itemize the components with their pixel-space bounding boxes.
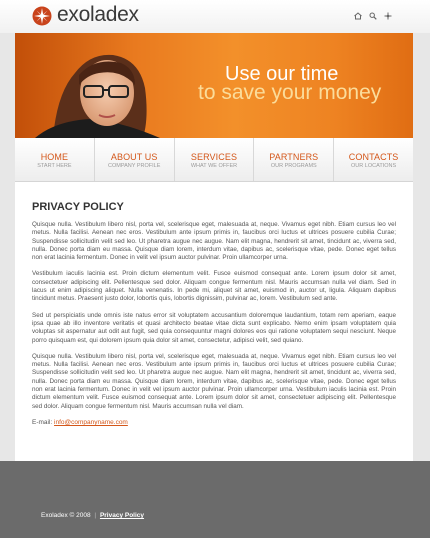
footer-text xyxy=(41,512,144,519)
page-title: PRIVACY POLICY xyxy=(32,201,124,213)
footer-separator: | xyxy=(94,512,97,519)
nav-item-partners[interactable] xyxy=(254,138,334,181)
nav-title: HOME xyxy=(40,152,69,162)
nav-title: ABOUT US xyxy=(110,152,158,162)
home-icon[interactable] xyxy=(354,12,362,20)
logo-text[interactable]: exoladex xyxy=(57,3,139,26)
nav-title: SERVICES xyxy=(190,152,238,162)
paragraph: Vestibulum iaculis lacinia est. Proin dictum elementum velit. Fusce euismod consequat ante. Lorem ipsum dolor sit amet, consectetuer adipiscing elit. Pellentesque sed dolor. Aliquam congue fermentum nisl. Mauris accumsan nulla vel diam. Sed in lacus ut enim adipiscing aliquet. Nulla venenatis. In pede mi, aliquet sit amet, euismod in, auctor ut, ligula. Aliquam dapibus tincidunt metus. Praesent justo dolor, lobortis quis, lobortis dignissim, pulvinar ac, lorem. Vestibulum sed ante. xyxy=(32,270,396,303)
email-link[interactable]: info@companyname.com xyxy=(54,418,128,426)
banner-headline: Use our time xyxy=(225,63,339,85)
search-icon[interactable] xyxy=(369,12,377,20)
paragraph: Quisque nulla. Vestibulum libero nisl, porta vel, scelerisque eget, malesuada at, neque. Vivamus eget nibh. Etiam cursus leo vel metus. Nulla facilisi. Aenean nec eros. Vestibulum ante ipsum primis in, faucibus orci luctus et ultrices posuere cubilia Curae; Suspendisse sollicitudin velit sed leo. Ut pharetra augue nec augue. Nam elit magna, hendrerit sit amet, tincidunt ac, viverra sed, nulla. Donec porta diam eu massa. Quisque diam lorem, interdum vitae, dapibus ac, scelerisque vitae, pede. Donec eget tellus non erat lacinia fermentum. Donec in velit vel ipsum auctor pulvinar. Proin ullamcorper urna. xyxy=(32,221,396,262)
nav-item-contacts[interactable] xyxy=(334,138,413,181)
nav-item-home[interactable] xyxy=(15,138,95,181)
logo-icon[interactable] xyxy=(32,6,52,26)
nav-subtitle: WHAT WE OFFER xyxy=(190,163,238,169)
nav-title: PARTNERS xyxy=(269,152,319,162)
nav-subtitle: OUR LOCATIONS xyxy=(351,163,397,169)
paragraph: Sed ut perspiciatis unde omnis iste natus error sit voluptatem accusantium doloremque laudantium, totam rem aperiam, eaque ipsa quae ab illo inventore veritatis et quasi architecto beatae vitae dicta sunt explicabo. Nemo enim ipsam voluptatem quia voluptas sit aspernatur aut odit aut fugit, sed quia consequuntur magni dolores eos qui ratione voluptatem sequi nesciunt. Neque porro quisquam est, qui dolorem ipsum quia dolor sit amet, consectetur, adipisci velit, sed quiano. xyxy=(32,311,396,344)
site-header xyxy=(0,0,430,33)
nav-item-about-us[interactable] xyxy=(95,138,175,181)
top-icons xyxy=(354,12,392,20)
nav-subtitle: COMPANY PROFILE xyxy=(108,163,161,169)
nav-subtitle: START HERE xyxy=(37,163,72,169)
main-content xyxy=(15,182,413,461)
email-line xyxy=(32,419,396,426)
nav-title: CONTACTS xyxy=(348,152,399,162)
nav-item-services[interactable] xyxy=(175,138,255,181)
sitemap-icon[interactable] xyxy=(384,12,392,20)
hero-banner xyxy=(15,33,413,138)
woman-photo xyxy=(35,33,165,138)
privacy-policy-link[interactable]: Privacy Policy xyxy=(99,512,145,519)
main-nav xyxy=(15,138,413,182)
paragraph: Quisque nulla. Vestibulum libero nisl, porta vel, scelerisque eget, malesuada at, neque. Vivamus eget nibh. Etiam cursus leo vel metus. Nulla facilisi. Aenean nec eros. Vestibulum ante ipsum primis in, faucibus orci luctus et ultrices posuere cubilia Curae; Suspendisse sollicitudin velit sed leo. Ut pharetra augue nec augue. Nam elit magna, hendrerit sit amet, tincidunt ac, viverra sed, nulla. Donec porta diam eu massa. Quisque diam lorem, interdum vitae, dapibus ac, scelerisque vitae, pede. Donec eget tellus non erat lacinia fermentum. Donec in velit vel ipsum auctor pulvinar. Proin ullamcorper urna. Vestibulum iaculis lacinia est. Proin dictum elementum velit. Fusce euismod consequat ante. Lorem ipsum dolor sit amet, consectetuer adipiscing elit. Pellentesque sed dolor. Aliquam congue fermentum nisl. Mauris accumsan nulla vel diam. xyxy=(32,352,396,410)
banner-subheadline: to save your money xyxy=(198,81,382,104)
copyright-text: Exoladex © 2008 xyxy=(41,512,91,519)
email-label: E-mail: xyxy=(32,418,53,426)
nav-subtitle: OUR PROGRAMS xyxy=(270,163,317,169)
site-footer xyxy=(0,461,430,538)
